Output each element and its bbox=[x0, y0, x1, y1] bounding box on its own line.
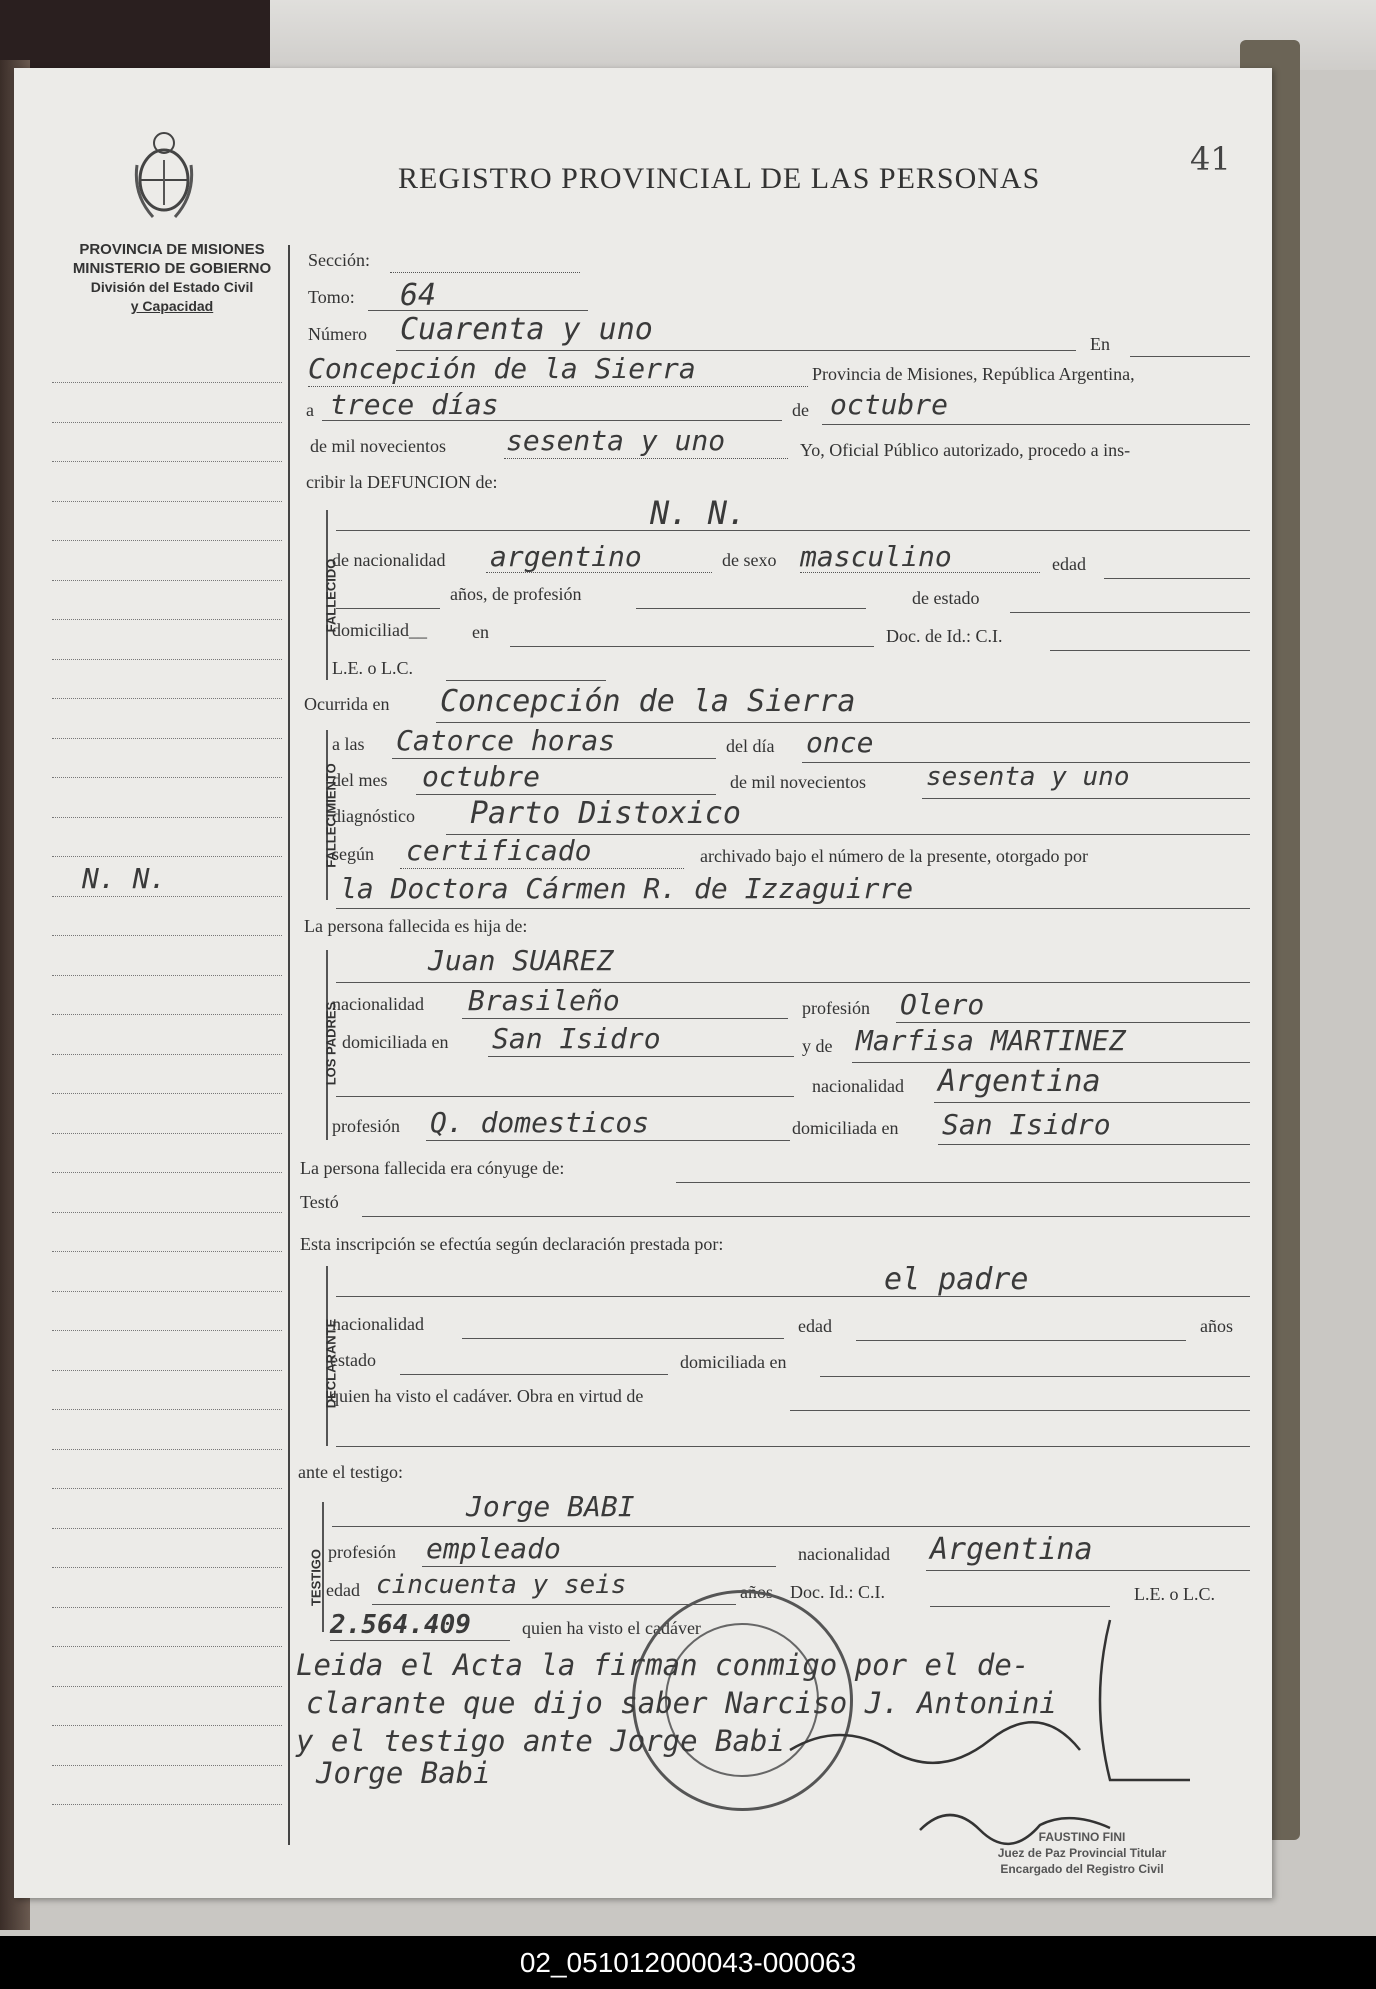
madre-profesion: Q. domesticos bbox=[430, 1106, 650, 1139]
margin-rule bbox=[52, 975, 282, 976]
ocurrida-value: Concepción de la Sierra bbox=[440, 684, 856, 719]
delmes-label: del mes bbox=[332, 770, 388, 790]
fallecido-sexo: masculino bbox=[800, 540, 952, 573]
margin-rule bbox=[52, 777, 282, 778]
margin-rule bbox=[52, 580, 282, 581]
testigo-edad-label: edad bbox=[326, 1580, 360, 1600]
testigo-visto-text: quien ha visto el cadáver bbox=[522, 1618, 701, 1638]
testigo-doc-label: Doc. Id.: C.I. bbox=[790, 1582, 885, 1602]
declarante-visto-line bbox=[790, 1410, 1250, 1411]
declarante-nac-line bbox=[462, 1338, 784, 1339]
declarante-nombre-line bbox=[336, 1296, 1250, 1297]
mes-value-fall: octubre bbox=[422, 760, 541, 793]
margin-rule bbox=[52, 1014, 282, 1015]
madre-dom-line bbox=[938, 1144, 1250, 1145]
margin-rule bbox=[52, 1251, 282, 1252]
tomo-line bbox=[368, 310, 588, 311]
margin-rule bbox=[52, 461, 282, 462]
fall-anio-value: sesenta y uno bbox=[926, 762, 1130, 792]
testigo-prof-line bbox=[422, 1566, 776, 1567]
diagnostico-value: Parto Distoxico bbox=[470, 796, 741, 831]
numero-line bbox=[396, 350, 1076, 351]
issuing-organization bbox=[58, 240, 286, 316]
testigo-nacionalidad: Argentina bbox=[930, 1532, 1093, 1567]
fallecido-nacionalidad: argentino bbox=[490, 540, 642, 573]
padre-domicilio: San Isidro bbox=[492, 1022, 661, 1055]
judge-name: FAUSTINO FINI bbox=[1038, 1830, 1126, 1844]
seccion-line bbox=[390, 272, 580, 273]
segun-line bbox=[400, 868, 684, 869]
testo-line bbox=[362, 1216, 1250, 1217]
margin-rule bbox=[52, 659, 282, 660]
padre-nacionalidad: Brasileño bbox=[468, 984, 620, 1017]
declarante-estado-line bbox=[400, 1374, 668, 1375]
fallecido-doc-label: Doc. de Id.: C.I. bbox=[886, 626, 1003, 646]
margin-rule bbox=[52, 1765, 282, 1766]
fallecido-sexo-line bbox=[800, 572, 1040, 573]
tomo-value: 64 bbox=[400, 278, 437, 313]
conyuge-line bbox=[676, 1182, 1250, 1183]
fallecido-domicilio-label: domiciliad__ bbox=[332, 620, 427, 640]
fallecido-le-line bbox=[446, 680, 606, 681]
seccion-label: Sección: bbox=[308, 250, 370, 270]
closing-line-4: Jorge Babi bbox=[316, 1756, 491, 1790]
fallecido-nacionalidad-label: de nacionalidad bbox=[332, 550, 446, 570]
margin-rule bbox=[52, 1133, 282, 1134]
segun-label: según bbox=[332, 844, 374, 864]
testo-label: Testó bbox=[300, 1192, 339, 1212]
declarante-extra-line bbox=[336, 1446, 1250, 1447]
fallecimiento-section-label: FALLECIMIENTO bbox=[323, 763, 339, 868]
margin-rule bbox=[52, 1054, 282, 1055]
fallecido-estado-label: de estado bbox=[912, 588, 980, 608]
margin-note: N. N. bbox=[82, 862, 167, 895]
testigo-profesion: empleado bbox=[426, 1532, 561, 1565]
fallecido-edad-label: edad bbox=[1052, 554, 1086, 574]
mil-label: de mil novecientos bbox=[310, 436, 446, 456]
margin-rule bbox=[52, 738, 282, 739]
declarante-nac-label: nacionalidad bbox=[332, 1314, 424, 1334]
madre-nac-label: nacionalidad bbox=[812, 1076, 904, 1096]
madre-domicilio: San Isidro bbox=[942, 1108, 1111, 1141]
padre-dom-label: domiciliada en bbox=[342, 1032, 449, 1052]
testigo-nombre: Jorge BABI bbox=[466, 1490, 635, 1523]
declarante-estado-label: estado bbox=[330, 1350, 376, 1370]
fallecido-nombre-line bbox=[336, 530, 1250, 531]
testigo-nombre-line bbox=[332, 1526, 1250, 1527]
closing-line-2: clarante que dijo saber Narciso J. Antonini bbox=[306, 1686, 1057, 1720]
margin-rule bbox=[52, 1291, 282, 1292]
fallecido-nac-line bbox=[486, 572, 712, 573]
segun-value: certificado bbox=[406, 834, 592, 867]
fallecido-anios-label: años, de profesión bbox=[450, 584, 582, 604]
tomo-label: Tomo: bbox=[308, 287, 355, 307]
anio-line bbox=[504, 458, 788, 459]
lugar-line bbox=[308, 386, 808, 387]
margin-rule bbox=[52, 817, 282, 818]
fallecido-nombre: N. N. bbox=[650, 494, 747, 532]
declarante-edad-label: edad bbox=[798, 1316, 832, 1336]
declarante-section-label: DECLARANTE bbox=[323, 1318, 339, 1409]
testigo-prof-label: profesión bbox=[328, 1542, 396, 1562]
page-number: 41 bbox=[1190, 140, 1231, 178]
declarante-visto-text: quien ha visto el cadáver. Obra en virtud de bbox=[330, 1386, 644, 1406]
inscribir-text: cribir la DEFUNCION de: bbox=[306, 472, 498, 492]
margin-rule bbox=[52, 1646, 282, 1647]
margin-rule bbox=[52, 1330, 282, 1331]
deldia-label: del día bbox=[726, 736, 775, 756]
margin-rule bbox=[52, 896, 282, 897]
fall-mil-label: de mil novecientos bbox=[730, 772, 866, 792]
ante-text: ante el testigo: bbox=[298, 1462, 403, 1482]
margin-rule bbox=[52, 856, 282, 857]
dia-value: once bbox=[806, 726, 874, 759]
org-line-2: MINISTERIO DE GOBIERNO bbox=[72, 260, 272, 277]
margin-rule bbox=[52, 1567, 282, 1568]
dia-line bbox=[322, 420, 782, 421]
padre-nac-line bbox=[462, 1018, 788, 1019]
fallecido-sexo-label: de sexo bbox=[722, 550, 777, 570]
madre-prof-line bbox=[426, 1140, 790, 1141]
doctor-line bbox=[336, 908, 1250, 909]
fallecido-estado-line bbox=[1010, 612, 1250, 613]
delmes-line bbox=[416, 794, 716, 795]
madre-nacionalidad: Argentina bbox=[938, 1064, 1101, 1099]
org-line-4: y Capacidad bbox=[130, 298, 214, 314]
archivado-text: archivado bajo el número de la presente, otorgado por bbox=[700, 846, 1089, 866]
yde-label: y de bbox=[802, 1036, 833, 1056]
margin-rule bbox=[52, 619, 282, 620]
margin-rule bbox=[52, 935, 282, 936]
fallecido-edad-line bbox=[1104, 578, 1250, 579]
margin-rule bbox=[52, 1528, 282, 1529]
margin-rule bbox=[52, 1725, 282, 1726]
madre-prof-label: profesión bbox=[332, 1116, 400, 1136]
declarante-anios-label: años bbox=[1200, 1316, 1233, 1336]
diagnostico-label: diagnóstico bbox=[332, 806, 415, 826]
fallecido-le-label: L.E. o L.C. bbox=[332, 658, 413, 678]
margin-rule bbox=[52, 1093, 282, 1094]
hija-text: La persona fallecida es hija de: bbox=[304, 916, 528, 936]
org-line-1: PROVINCIA DE MISIONES bbox=[79, 241, 265, 258]
padre-value: Juan SUAREZ bbox=[428, 944, 614, 977]
closing-line-1: Leida el Acta la firman conmigo por el de- bbox=[296, 1648, 1030, 1682]
padre-prof-line bbox=[896, 1022, 1250, 1023]
declaracion-text: Esta inscripción se efectúa según declaración prestada por: bbox=[300, 1234, 724, 1254]
doctor-value: la Doctora Cármen R. de Izzaguirre bbox=[340, 872, 914, 905]
testigo-anios-label: años bbox=[740, 1582, 773, 1602]
testigo-le-label: L.E. o L.C. bbox=[1134, 1584, 1215, 1604]
fallecido-prof-line bbox=[636, 608, 866, 609]
judge-role-1: Juez de Paz Provincial Titular bbox=[997, 1846, 1167, 1860]
image-code-footer: 02_051012000043-000063 bbox=[0, 1936, 1376, 1989]
declarante-nombre: el padre bbox=[884, 1262, 1029, 1297]
a-label: a bbox=[306, 400, 314, 420]
padre-profesion: Olero bbox=[900, 988, 985, 1021]
alas-label: a las bbox=[332, 734, 365, 754]
horas-value: Catorce horas bbox=[396, 724, 616, 757]
margin-rule bbox=[52, 382, 282, 383]
conyuge-text: La persona fallecida era cónyuge de: bbox=[300, 1158, 565, 1178]
mes-line bbox=[822, 424, 1250, 425]
testigo-nac-label: nacionalidad bbox=[798, 1544, 890, 1564]
margin-rule bbox=[52, 698, 282, 699]
madre-line bbox=[852, 1062, 1250, 1063]
margin-rule bbox=[52, 422, 282, 423]
fallecido-anios-line bbox=[336, 608, 440, 609]
anio-value: sesenta y uno bbox=[506, 424, 726, 457]
margin-rule bbox=[52, 1409, 282, 1410]
margin-rule bbox=[52, 1172, 282, 1173]
judge-role-2: Encargado del Registro Civil bbox=[1000, 1862, 1164, 1876]
margin-rule bbox=[52, 1212, 282, 1213]
page-title: REGISTRO PROVINCIAL DE LAS PERSONAS bbox=[398, 162, 1041, 195]
fallecido-en-label: en bbox=[472, 622, 489, 642]
madre-value: Marfisa MARTINEZ bbox=[856, 1024, 1126, 1057]
mes-value: octubre bbox=[830, 388, 949, 421]
padres-section-label: LOS PADRES bbox=[323, 1001, 339, 1086]
madre-dom-label: domiciliada en bbox=[792, 1118, 899, 1138]
margin-rule bbox=[52, 1607, 282, 1608]
declarant-signature bbox=[780, 1600, 1200, 1800]
testigo-edad: cincuenta y seis bbox=[376, 1570, 627, 1600]
testigo-edad-line bbox=[372, 1604, 736, 1605]
de-label: de bbox=[792, 400, 809, 420]
padre-nac-label: nacionalidad bbox=[332, 994, 424, 1014]
declarante-edad-line bbox=[856, 1340, 1186, 1341]
lugar-value: Concepción de la Sierra bbox=[308, 352, 696, 385]
closing-line-3: y el testigo ante Jorge Babi bbox=[296, 1724, 785, 1758]
margin-rule bbox=[52, 1370, 282, 1371]
ocurrida-line bbox=[436, 722, 1250, 723]
margin-divider bbox=[288, 245, 290, 1845]
testigo-nac-line bbox=[926, 1570, 1250, 1571]
padre-dom-line bbox=[488, 1056, 794, 1057]
fallecido-en-line bbox=[510, 646, 874, 647]
en-label: En bbox=[1090, 334, 1110, 354]
en-line bbox=[1130, 356, 1250, 357]
provincia-text: Provincia de Misiones, República Argentina, bbox=[812, 364, 1135, 384]
org-line-3: División del Estado Civil bbox=[90, 279, 254, 295]
numero-value: Cuarenta y uno bbox=[400, 312, 653, 347]
declarante-dom-line bbox=[820, 1376, 1250, 1377]
margin-rule bbox=[52, 1449, 282, 1450]
margin-rule bbox=[52, 1686, 282, 1687]
padre-prof-label: profesión bbox=[802, 998, 870, 1018]
ocurrida-label: Ocurrida en bbox=[304, 694, 390, 714]
declarante-dom-label: domiciliada en bbox=[680, 1352, 787, 1372]
fallecido-section-label: FALLECIDO bbox=[323, 558, 339, 633]
fall-anio-line bbox=[922, 798, 1250, 799]
numero-label: Número bbox=[308, 324, 367, 344]
margin-rule bbox=[52, 540, 282, 541]
dia-value: trece días bbox=[330, 388, 499, 421]
background-dark-corner bbox=[0, 0, 270, 70]
testigo-docv-line bbox=[330, 1640, 510, 1641]
testigo-section-label: TESTIGO bbox=[308, 1548, 324, 1607]
coat-of-arms-icon bbox=[133, 125, 195, 225]
madre-extra-line bbox=[336, 1096, 794, 1097]
margin-rule bbox=[52, 1804, 282, 1805]
margin-rule bbox=[52, 1488, 282, 1489]
fallecido-doc-line bbox=[1050, 650, 1250, 651]
margin-rule bbox=[52, 501, 282, 502]
horas-line bbox=[392, 758, 716, 759]
testigo-doc-value: 2.564.409 bbox=[330, 1610, 471, 1640]
madre-nac-line bbox=[934, 1102, 1250, 1103]
padre-line bbox=[336, 982, 1250, 983]
oficial-text: Yo, Oficial Público autorizado, procedo a ins- bbox=[800, 440, 1131, 460]
